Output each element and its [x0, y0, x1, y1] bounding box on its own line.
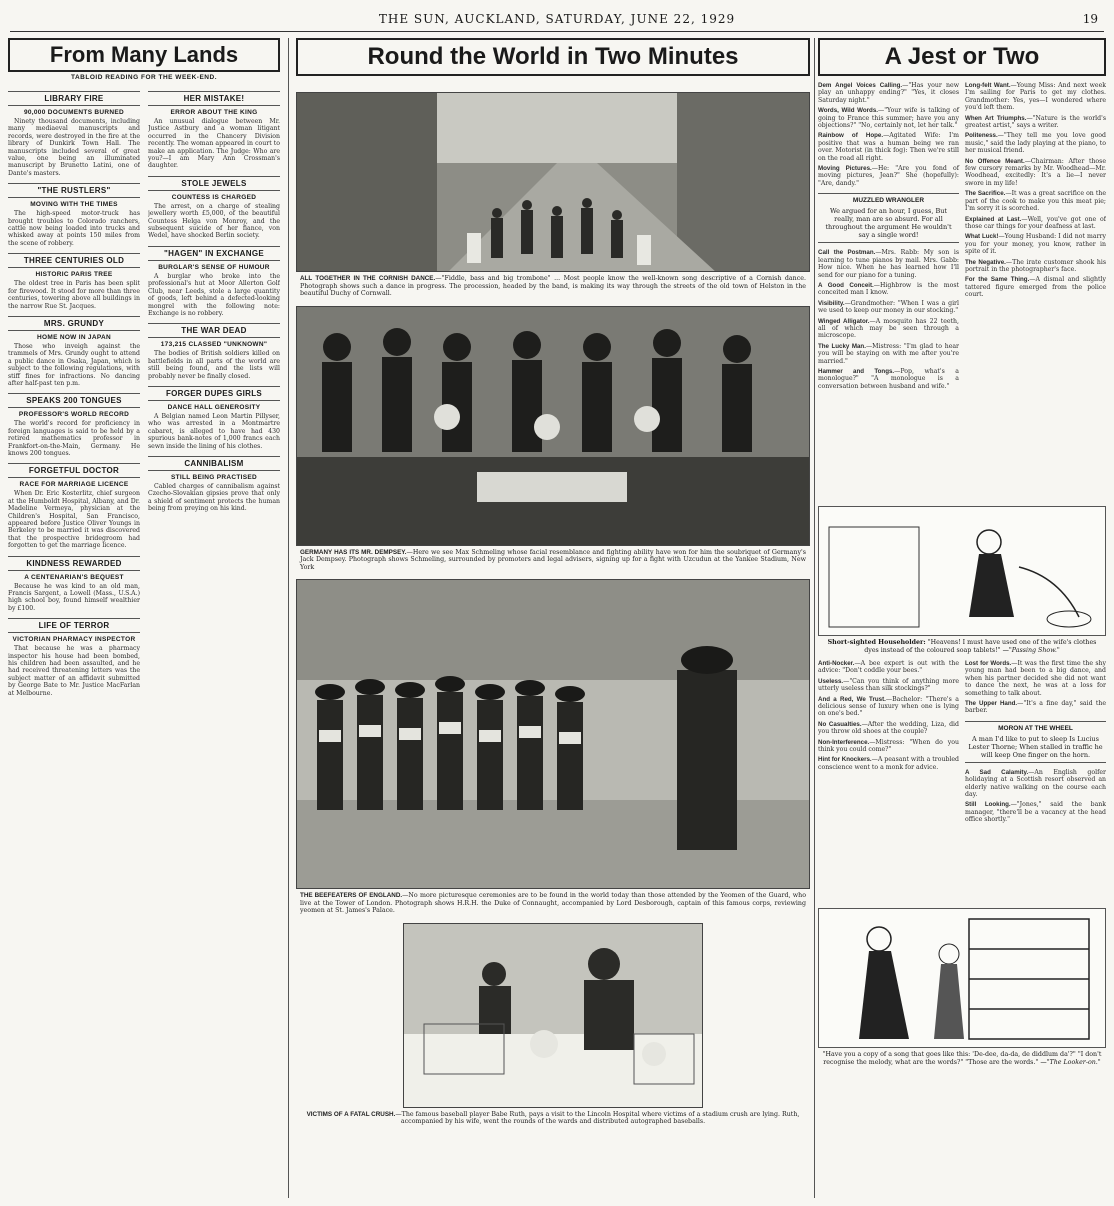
joke-item	[965, 276, 1106, 298]
photo-caption: ALL TOGETHER IN THE CORNISH DANCE.—"Fiddle, bass and big trombone" ... Most people know the well-known song descriptive of a Cornish dance. Photograph shows such a dance in progress. The procession, headed by the band, is making its way through the streets of the old town of Helston in the beautiful Duchy of Cornwall.	[300, 275, 806, 297]
column-rule	[814, 38, 815, 1198]
section-title: A Jest or Two	[818, 38, 1106, 76]
joke-title: Still Looking.	[965, 801, 1011, 809]
joke-text: —Pop, what's a monologue?" "A monologue is a conversation between husband and wife."	[818, 367, 959, 390]
section-title: From Many Lands	[8, 38, 280, 72]
joke-text: —Bachelor: "There's a delicious sense of luxury when one is lying on one's bed."	[818, 695, 959, 718]
joke-text: —A dismal and slightly tattered figure emerged from the police court.	[965, 276, 1106, 299]
article-body: An unusual dialogue between Mr. Justice Astbury and a woman litigant occurred in the Chancery Division recently. The woman appeared in court to make an application. The Judge: Who are you?—I am Mary Ann Crossman's daughter.	[148, 118, 280, 170]
article-body: Cabled charges of cannibalism against Czecho-Slovakian gipsies prove that only a shield of sentiment protects the human being from preying on his kind.	[148, 482, 280, 513]
article-body: The bodies of British soldiers killed on battlefields in all parts of the world are still being found, and the lists will probably never be finally closed.	[148, 350, 280, 380]
joke-title: The Lucky Man.	[818, 342, 866, 350]
article-body: Because he was kind to an old man, Francis Sargent, a Lowell (Mass., U.S.A.) high school boy, found himself wealthier by £100.	[8, 582, 140, 612]
joke-title: Words, Wild Words.	[818, 107, 878, 115]
article-subhead: COUNTESS IS CHARGED	[171, 193, 257, 201]
article-subhead: BURGLAR'S SENSE OF HUMOUR	[158, 263, 270, 271]
joke-title: The Upper Hand.	[965, 700, 1018, 708]
joke-title: The Negative.	[965, 258, 1006, 266]
joke-item	[818, 249, 959, 279]
article-subhead: DANCE HALL GENEROSITY	[167, 403, 261, 411]
joke-item	[818, 82, 959, 104]
joke-text: —"It's a fine day," said the barber.	[965, 700, 1106, 715]
joke-title: Anti-Nocker.	[818, 660, 855, 667]
article-body: The arrest, on a charge of stealing jewellery worth £5,000, of the beautiful Countess Helga von Monroy, and the subsequent suicide of her fiance, von Wedel, have shocked Berlin society.	[148, 202, 280, 240]
round-the-world-column	[296, 38, 810, 1198]
article-subhead: A CENTENARIAN'S BEQUEST	[24, 573, 124, 581]
article-headline: HER MISTAKE!	[148, 91, 280, 106]
joke-item	[818, 368, 959, 390]
photo-caption: VICTIMS OF A FATAL CRUSH.—The famous baseball player Babe Ruth, pays a visit to the Lincoln Hospital where victims of a stadium crush are lying. Ruth, accompanied by his wife, went the rounds of the wards and distributed autographed baseballs.	[306, 1110, 800, 1125]
article-headline: LIBRARY FIRE	[8, 91, 140, 106]
joke-text: —A mosquito has 22 teeth, all of which may be seen through a microscope.	[818, 317, 959, 340]
joke-item	[818, 165, 959, 187]
article-subhead: RACE FOR MARRIAGE LICENCE	[19, 481, 129, 489]
joke-text: —Mrs. Rabb: My son is learning to tune pianos by mail. Mrs. Gabb: How nice. When he has learned how I'll send for our piano for a tuning.	[818, 249, 959, 279]
article-body: That because he was a pharmacy inspector his house had been bombed, his children had been assaulted, and he had received threatening letters was the subject matter of an affidavit submitted by George Bate to Mr. Justice MacFarlan at Melbourne.	[8, 645, 140, 697]
joke-item	[818, 107, 959, 129]
article-subhead: PROFESSOR'S WORLD RECORD	[18, 411, 130, 419]
cartoon-song-shop	[818, 908, 1106, 1048]
article-body: The world's record for proficiency in foreign languages is said to be held by a retired mathematics professor in Frankfort-on-the-Main, Germany. He knows 200 tongues.	[8, 420, 140, 457]
article-headline: STOLE JEWELS	[148, 176, 280, 191]
joke-text: —A peasant with a troubled conscience went to a monk for advice.	[818, 756, 959, 771]
joke-text: —The irate customer shook his portrait in the photographer's face.	[965, 258, 1106, 273]
joke-title: When Art Triumphs.	[965, 114, 1027, 122]
joke-title: What Luck!	[965, 233, 999, 241]
joke-item	[818, 739, 959, 754]
joke-text: —Chairman: After those few cursory remarks by Mr. Woodhead—Mr. Woodhead, excitedly: It's a lie—I never swore in my life!	[965, 157, 1106, 187]
article-subhead: 173,215 CLASSED "UNKNOWN"	[160, 341, 268, 349]
cartoon-householder	[818, 506, 1106, 636]
joke-title: Non-Interference.	[818, 738, 870, 746]
joke-text: —An English golfer holidaying at a Scottish resort observed an elderly native walking on the course each day.	[965, 768, 1106, 799]
photo-caption: GERMANY HAS ITS MR. DEMPSEY.—Here we see Max Schmeling whose facial resemblance and fighting ability have won for him the soubriquet of Germany's Jack Dempsey. Photograph shows Schmeling, surrounded by promoters and legal advisers, signing up for a fight with Uzcudun at the Yankee Stadium, New York	[300, 548, 806, 571]
joke-text: —"Can you think of anything more utterly useless than silk stockings?"	[818, 677, 959, 693]
joke-item	[965, 259, 1106, 274]
joke-text: —Mistress: "I'm glad to hear you will be staying on with me after you're married."	[818, 342, 959, 365]
article-headline: CANNIBALISM	[148, 456, 280, 471]
joke-item	[965, 132, 1106, 154]
joke-item	[965, 190, 1106, 212]
article-subhead: MOVING WITH THE TIMES	[30, 201, 118, 209]
a-jest-or-two-column	[818, 38, 1106, 1198]
news-subcolumn	[148, 85, 280, 1195]
joke-text: —A bee expert is out with the advice: "Don't coddle your bees."	[818, 660, 959, 675]
joke-item	[818, 300, 959, 315]
joke-text: —"Nature is the world's greatest artist," says a writer.	[965, 114, 1106, 130]
joke-item	[818, 660, 959, 675]
joke-title: No Offence Meant.	[965, 157, 1025, 165]
article-headline: LIFE OF TERROR	[8, 618, 140, 633]
section-title: Round the World in Two Minutes	[296, 38, 810, 76]
joke-title: A Good Conceit.	[818, 281, 874, 289]
article-headline: "THE RUSTLERS"	[8, 183, 140, 198]
column-rule	[288, 38, 289, 1198]
article-subhead: ERROR ABOUT THE KING	[170, 109, 258, 116]
joke-title: Rainbow of Hope.	[818, 132, 884, 140]
joke-title: Hammer and Tongs.	[818, 367, 895, 375]
from-many-lands-column	[8, 38, 280, 1198]
joke-item	[818, 721, 959, 736]
joke-text: —It was the first time the shy young man had been to a big dance, and when his partner decided she did not want to dance the next, he was at a loss for something to talk about.	[965, 660, 1106, 697]
joke-title: A Sad Calamity.	[965, 768, 1029, 776]
joke-item	[965, 82, 1106, 112]
article-headline: SPEAKS 200 TONGUES	[8, 393, 140, 408]
joke-text: —Agitated Wife: I'm positive that was a human being we ran over. Motorist (in thick fog): Then we're still on the road all right.	[818, 132, 959, 162]
joke-text: —He: "Are you fond of moving pictures, Jean?" She (hopefully): "Are, dandy."	[818, 165, 959, 187]
article-headline: KINDNESS REWARDED	[8, 556, 140, 571]
section-kicker: TABLOID READING FOR THE WEEK-END.	[70, 74, 217, 81]
jokes-subcolumn	[965, 82, 1106, 502]
photo-cornish-dance	[296, 92, 810, 272]
photo-babe-ruth-hospital	[403, 923, 703, 1108]
joke-title: Politeness.	[965, 132, 998, 140]
joke-item	[818, 132, 959, 162]
article-body: The high-speed motor-truck has brought troubles to Colorado ranchers, cattle now being loaded into trucks and whisked away at points 150 miles from the scene of robbery.	[8, 210, 140, 247]
joke-title: Dem Angel Voices Calling.	[818, 82, 903, 89]
photo-beefeaters	[296, 579, 810, 889]
joke-text: —"Your wife is talking of going to France this summer; have you any objections?" "No, certainly not, let her talk."	[818, 107, 960, 130]
joke-title: No Casualties.	[818, 720, 862, 728]
joke-title: And a Red, We Trust.	[818, 695, 886, 703]
joke-text: —Highbrow is the most conceited man I know.	[818, 281, 959, 297]
article-headline: FORGER DUPES GIRLS	[148, 386, 280, 401]
article-subhead: VICTORIAN PHARMACY INSPECTOR	[12, 636, 136, 644]
article-subhead: 90,000 DOCUMENTS BURNED	[23, 109, 125, 116]
poem-muzzled-wrangler: MUZZLED WRANGLER We argued for an hour, I guess, But really, man are so absurd. For all throughout the argument He wouldn't say a single word!	[818, 193, 959, 243]
article-headline: MRS. GRUNDY	[8, 316, 140, 331]
joke-title: Winged Alligator.	[818, 317, 870, 325]
jokes-subcolumn	[818, 660, 959, 900]
joke-text: —After the wedding, Liza, did you throw old shoes at the couple?	[818, 720, 960, 736]
article-headline: FORGETFUL DOCTOR	[8, 463, 140, 478]
news-subcolumn	[8, 85, 140, 1195]
joke-item	[818, 696, 959, 718]
joke-text: —"Jones," said the bank manager, "there'll be a vacancy at the head office shortly."	[965, 801, 1106, 824]
masthead	[10, 8, 1104, 32]
article-body: A burglar who broke into the professional's hut at Moor Allerton Golf Club, near Leeds, stole a large quantity of goods, left behind a defected-looking mongrel with the following note: Exchange is no robbery.	[148, 272, 280, 317]
joke-text: —Well, you've got one of those car things for your deafness at last.	[965, 215, 1106, 230]
joke-text: —Mistress: "When do you think you could come?"	[818, 738, 959, 754]
joke-item	[965, 233, 1106, 255]
joke-title: The Sacrifice.	[965, 190, 1006, 198]
joke-title: Moving Pictures.	[818, 165, 872, 173]
joke-title: Useless.	[818, 677, 844, 685]
article-headline: THREE CENTURIES OLD	[8, 253, 140, 268]
poem-moron-at-the-wheel: MORON AT THE WHEEL A man I'd like to put to sleep Is Lucius Lester Thorne; When stalled in traffic he will keep One finger on the horn.	[965, 721, 1106, 763]
joke-item	[818, 318, 959, 340]
joke-item	[818, 756, 959, 771]
joke-item	[965, 216, 1106, 231]
joke-text: —Young Husband: I did not marry you for your money, you know, rather in spite of it.	[965, 233, 1106, 256]
article-body: Those who inveigh against the trammels of Mrs. Grundy ought to attend a public dance in Osaka, Japan, which is subject to the following regulations, with stiff fines for infractions. No dancing after half-past ten p.m.	[8, 342, 140, 387]
article-headline: "HAGEN" IN EXCHANGE	[148, 246, 280, 261]
article-subhead: HOME NOW IN JAPAN	[37, 333, 111, 341]
joke-title: For the Same Thing.	[965, 276, 1030, 284]
jokes-subcolumn	[818, 82, 959, 502]
joke-text: —It was a great sacrifice on the part of the cook to make you this meat pie; I'm sorry it is scorched.	[965, 190, 1106, 213]
joke-item	[965, 158, 1106, 188]
joke-text: —Young Miss: And next week I'm sailing for Paris to get my clothes. Grandmother: Yes, yes—I wondered where you'd left them.	[965, 82, 1106, 112]
joke-item	[818, 282, 959, 297]
article-body: A Belgian named Leon Martin Pillyser, who was arrested in a Montmartre cabaret, is alleged to have had 430 spurious bank-notes of 1,000 francs each sewn inside the lining of his clothes.	[148, 412, 280, 450]
masthead-line: THE SUN, AUCKLAND, SATURDAY, JUNE 22, 1929	[378, 12, 736, 26]
article-subhead: HISTORIC PARIS TREE	[35, 271, 113, 279]
joke-title: Visibility.	[818, 299, 845, 307]
joke-title: Explained at Last.	[965, 215, 1022, 223]
joke-title: Long-felt Want.	[965, 82, 1011, 89]
photo-caption: THE BEEFEATERS OF ENGLAND.—No more picturesque ceremonies are to be found in the world today than those attended by the Yeomen of the Guard, who live at the Tower of London. Photograph shows H.R.H. the Duke of Connaught, accompanied by Lord Desborough, captain of this famous corps, reviewing yeomen at St. James's Palace.	[300, 892, 806, 914]
joke-item	[818, 343, 959, 365]
cartoon-caption: Short-sighted Householder: "Heavens! I must have used one of the wife's clothes dyes instead of the coloured soap tablets!" —"Passing Show."	[827, 639, 1097, 654]
cartoon-caption: "Have you a copy of a song that goes like this: 'De-dee, da-da, de diddlum da'?" "I don't recognise the melody, what are the words?" "Those are the words." —"The Looker-on."	[822, 1051, 1102, 1066]
article-body: The oldest tree in Paris has been split for firewood. It stood for more than three centuries, towering above all buildings in the narrow Rue St. Jacques.	[8, 280, 140, 310]
article-headline: THE WAR DEAD	[148, 323, 280, 338]
joke-item	[965, 115, 1106, 130]
article-subhead: STILL BEING PRACTISED	[171, 473, 257, 481]
joke-text: —"Has your new play an unhappy ending?" "Yes, it closes Saturday night."	[818, 82, 959, 104]
joke-item	[965, 700, 1106, 715]
joke-title: Hint for Knockers.	[818, 756, 872, 764]
joke-item	[818, 678, 959, 693]
page-number: 19	[1082, 12, 1098, 26]
joke-item	[965, 769, 1106, 799]
joke-item	[965, 801, 1106, 823]
joke-title: Lost for Words.	[965, 660, 1012, 667]
article-body: Ninety thousand documents, including many mediaeval manuscripts and records, were destroyed in the fire at the library of Dunkirk Town Hall. The manuscripts included several of great value, one being an illuminated manuscript by Brunetto Latini, one of Dante's masters.	[8, 118, 140, 177]
joke-text: —"They tell me you love good music," said the lady playing at the piano, to her musical friend.	[965, 132, 1106, 155]
joke-item	[965, 660, 1106, 697]
photo-schmeling-signing	[296, 306, 810, 546]
joke-title: Call the Postman.	[818, 249, 876, 257]
article-body: When Dr. Eric Kosterlitz, chief surgeon at the Humboldt Hospital, Albany, and Dr. Madeline Vermeya, physician at the Children's Hospital, San Francisco, appeared before Justice Oliver Youngs in Berkeley to be married it was discovered that the prospective bridegroom had forgotten to get the marriage licence.	[8, 490, 140, 550]
joke-text: —Grandmother: "When I was a girl we used to keep our money in our stocking."	[818, 299, 959, 315]
jokes-subcolumn	[965, 660, 1106, 900]
